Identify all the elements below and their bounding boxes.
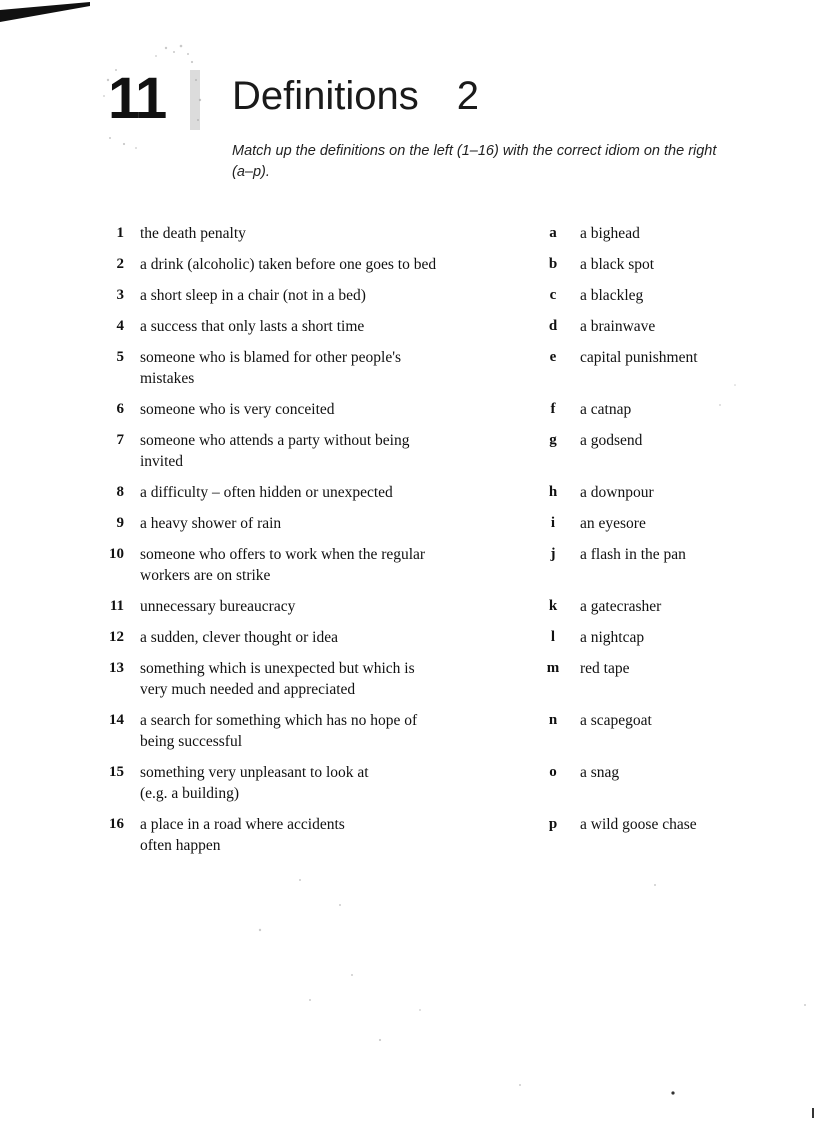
idiom-letter: c xyxy=(549,287,557,303)
definition-number: 9 xyxy=(116,515,124,531)
unit-number: 11 xyxy=(108,66,166,131)
idiom-letter: o xyxy=(549,764,557,780)
definition-text xyxy=(140,223,520,244)
idiom-text: a wild goose chase xyxy=(580,816,697,833)
definition-number: 7 xyxy=(116,432,124,448)
idiom-letter: d xyxy=(548,318,558,334)
idiom-text: red tape xyxy=(580,660,630,677)
definition-number: 2 xyxy=(116,256,124,272)
idiom-text: a flash in the pan xyxy=(580,546,686,563)
definition-text xyxy=(140,254,520,275)
definition-text xyxy=(140,482,520,503)
idiom-text: a downpour xyxy=(580,484,654,501)
idiom-text: a godsend xyxy=(580,432,643,449)
definition-text xyxy=(140,544,520,586)
definition-number: 8 xyxy=(116,484,124,500)
definition-line: being successful xyxy=(140,733,243,750)
idiom-letter: h xyxy=(548,484,558,500)
idiom-letter: i xyxy=(550,515,556,531)
definition-text xyxy=(140,710,520,752)
definition-line: someone who offers to work when the regular xyxy=(140,546,426,563)
definition-line: a difficulty – often hidden or unexpected xyxy=(140,484,393,501)
definition-line: something which is unexpected but which is xyxy=(140,660,415,677)
idiom-text: a black spot xyxy=(580,256,655,273)
definition-line: (e.g. a building) xyxy=(140,785,240,802)
idiom-text: a nightcap xyxy=(580,629,645,646)
definition-line: a short sleep in a chair (not in a bed) xyxy=(140,287,366,304)
definition-number: 14 xyxy=(109,712,124,728)
idiom-text: an eyesore xyxy=(580,515,646,532)
idiom-text: a catnap xyxy=(580,401,632,418)
idiom-letter: f xyxy=(550,401,556,417)
definition-line: a sudden, clever thought or idea xyxy=(140,629,338,646)
definition-text xyxy=(140,347,520,389)
title-number: 2 xyxy=(456,74,480,118)
idiom-text: a blackleg xyxy=(580,287,644,304)
title-text: Definitions xyxy=(232,74,419,118)
instructions: Match up the definitions on the left (1–16) with the correct idiom on the right (a–p). xyxy=(232,143,717,180)
definition-line: workers are on strike xyxy=(140,567,271,584)
definition-text xyxy=(140,430,520,472)
idiom-letter: p xyxy=(548,816,558,832)
idiom-text: a bighead xyxy=(580,225,640,242)
definition-number: 15 xyxy=(109,764,124,780)
idiom-text: a gatecrasher xyxy=(580,598,662,615)
idiom-letter: l xyxy=(550,629,556,645)
definition-number: 5 xyxy=(116,349,124,365)
definition-line: a search for something which has no hope of xyxy=(140,712,418,729)
idiom-text: a scapegoat xyxy=(580,712,652,729)
definition-line: someone who is blamed for other people's xyxy=(140,349,402,366)
definition-line: invited xyxy=(140,453,184,470)
idiom-letter: e xyxy=(549,349,557,365)
idiom-letter: m xyxy=(546,660,560,676)
definition-text xyxy=(140,285,520,306)
definition-line: someone who attends a party without being xyxy=(140,432,410,449)
definition-line: unnecessary bureaucracy xyxy=(140,598,296,615)
idiom-letter: g xyxy=(549,432,557,448)
definition-number: 12 xyxy=(109,629,124,645)
definition-text xyxy=(140,658,520,700)
definition-number: 1 xyxy=(116,225,124,241)
corner-mark xyxy=(0,0,90,22)
page-title xyxy=(232,76,479,116)
idiom-text: capital punishment xyxy=(580,349,698,366)
idiom-letter: j xyxy=(550,546,556,562)
idiom-text: a brainwave xyxy=(580,318,656,335)
definition-line: a drink (alcoholic) taken before one goes to bed xyxy=(140,256,437,273)
definition-text xyxy=(140,627,520,648)
definition-line: a place in a road where accidents xyxy=(140,816,345,833)
definition-line: very much needed and appreciated xyxy=(140,681,356,698)
definition-text xyxy=(140,513,520,534)
idiom-letter: b xyxy=(548,256,558,272)
idiom-letter: k xyxy=(548,598,558,614)
definition-line: a success that only lasts a short time xyxy=(140,318,365,335)
definition-line: the death penalty xyxy=(140,225,246,242)
definition-number: 10 xyxy=(109,546,124,562)
definition-line: a heavy shower of rain xyxy=(140,515,282,532)
idiom-letter: a xyxy=(549,225,557,241)
definition-line: mistakes xyxy=(140,370,195,387)
definition-text xyxy=(140,596,520,617)
definition-number: 16 xyxy=(109,816,124,832)
definition-number: 3 xyxy=(116,287,124,303)
definition-number: 4 xyxy=(116,318,124,334)
idiom-letter: n xyxy=(548,712,558,728)
idiom-text: a snag xyxy=(580,764,620,781)
definition-line: someone who is very conceited xyxy=(140,401,335,418)
definition-number: 13 xyxy=(109,660,124,676)
definition-line: something very unpleasant to look at xyxy=(140,764,369,781)
definition-text xyxy=(140,316,520,337)
definition-number: 11 xyxy=(109,598,124,614)
definition-text xyxy=(140,399,520,420)
definition-line: often happen xyxy=(140,837,221,854)
definition-number: 6 xyxy=(116,401,124,417)
definition-text xyxy=(140,762,520,804)
definition-text xyxy=(140,814,520,856)
